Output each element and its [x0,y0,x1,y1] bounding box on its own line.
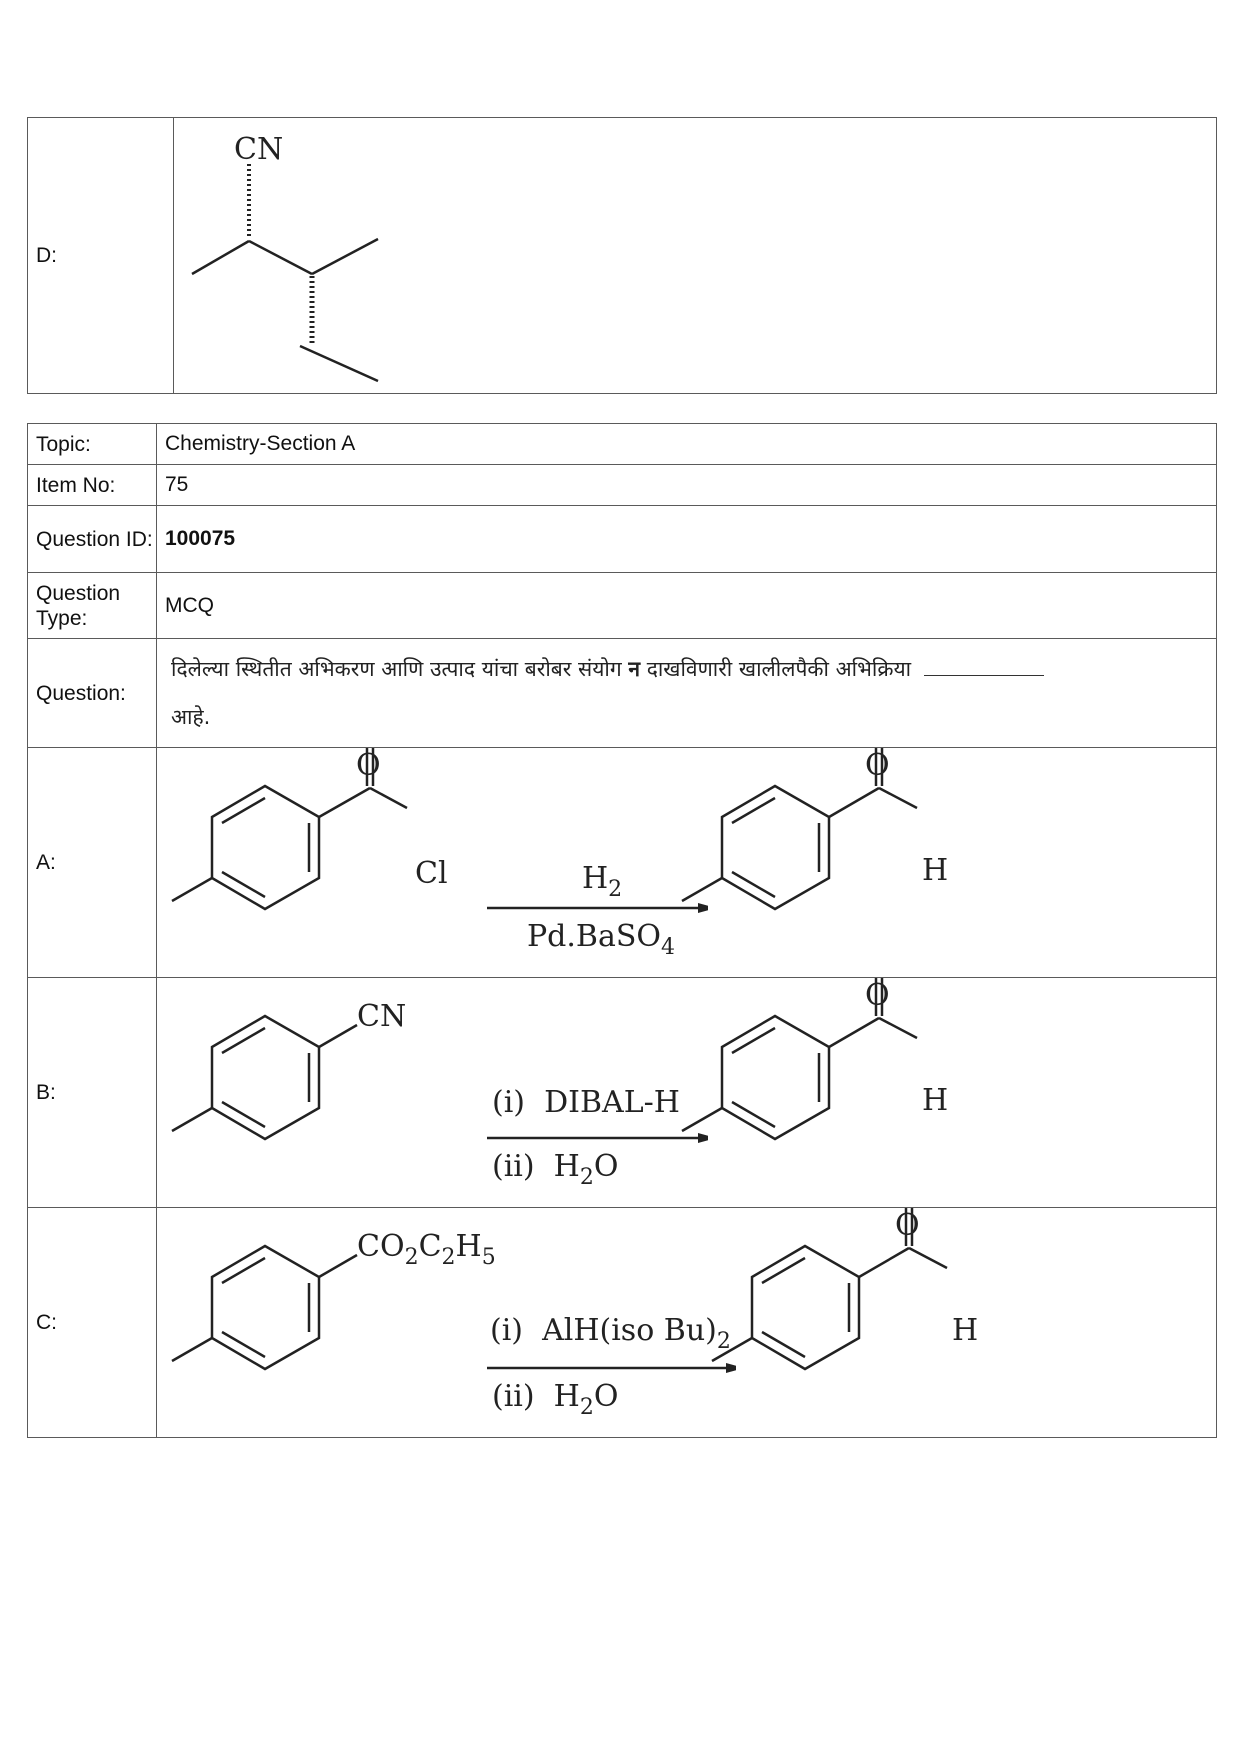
product-hydrogen: H [922,853,949,888]
reagent-bottom-subscript: 2 [579,1165,594,1190]
ester-group [357,1229,496,1270]
reagent-top: (i) DIBAL-H [492,1085,680,1120]
option-a-row [28,748,1217,978]
option-a-label: A: [28,748,157,978]
ester-group-subscript: 5 [481,1245,496,1270]
topic-value: Chemistry-Section A [157,424,1217,465]
skeleton-bonds [192,239,378,381]
item-value: 75 [157,465,1217,506]
reagent-bottom [492,1149,618,1190]
chloride-label: Cl [415,856,448,891]
option-c-content [157,1208,1217,1438]
option-d-label: D: [28,118,174,394]
product-oxygen: O [865,748,890,783]
reagent-bottom [527,919,675,960]
nitrile-label: CN [234,131,284,167]
product-oxygen: O [865,978,890,1013]
reagent-bottom [492,1379,618,1420]
answer-blank [924,655,1044,676]
ester-group-text: H [455,1229,482,1264]
product-oxygen: O [895,1208,920,1243]
reagent-top-text: H [582,861,609,896]
reagent-top-subscript: 2 [716,1329,731,1354]
question-type-label: Question Type: [28,573,157,639]
nitrile-label: CN [357,999,407,1034]
ester-group-text: C [418,1229,442,1264]
reagent-bottom-subscript: 4 [661,935,676,960]
ester-group-text: CO [357,1229,405,1264]
reagent-bottom-text: O [593,1149,619,1184]
reagent-bottom-text: Pd.BaSO [527,919,662,954]
question-row [28,639,1217,748]
question-text [157,639,1217,748]
option-d-content [174,118,1217,394]
option-d-row [28,118,1217,394]
reactant-ring [172,1016,357,1139]
option-d-table [27,117,1217,394]
option-d-structure [174,121,434,391]
ester-group-subscript: 2 [404,1245,419,1270]
option-c-reaction [157,1208,1217,1437]
option-b-label: B: [28,978,157,1208]
question-emphasis: न [628,657,641,681]
carbonyl-oxygen: O [356,748,381,783]
item-row [28,465,1217,506]
question-table [27,423,1217,1438]
question-type-row [28,573,1217,639]
question-text-part: आहे. [171,705,211,729]
product-hydrogen: H [922,1083,949,1118]
topic-label: Topic: [28,424,157,465]
option-c-label: C: [28,1208,157,1438]
question-id-row [28,506,1217,573]
option-a-content [157,748,1217,978]
ester-group-subscript: 2 [441,1245,456,1270]
reagent-top [582,861,622,902]
option-b-row [28,978,1217,1208]
option-b-content [157,978,1217,1208]
reagent-top [490,1313,731,1354]
reactant-ring [172,1246,357,1369]
product-hydrogen: H [952,1313,979,1348]
question-id-label: Question ID: [28,506,157,573]
option-c-row [28,1208,1217,1438]
reagent-top-text: (i) AlH(iso Bu) [490,1313,717,1348]
question-label: Question: [28,639,157,748]
reagent-bottom-text: O [593,1379,619,1414]
question-id-value: 100075 [157,506,1217,573]
reagent-bottom-text: (ii) H [492,1379,580,1414]
question-type-value: MCQ [157,573,1217,639]
reagent-top-subscript: 2 [608,877,623,902]
option-b-reaction [157,978,1217,1207]
question-text-part: दाखविणारी खालीलपैकी अभिक्रिया [646,657,912,681]
option-a-reaction [157,748,1217,977]
reagent-bottom-text: (ii) H [492,1149,580,1184]
question-text-part: दिलेल्या स्थितीत अभिकरण आणि उत्पाद यांचा बरोबर संयोग [171,657,622,681]
topic-row [28,424,1217,465]
item-label: Item No: [28,465,157,506]
reagent-bottom-subscript: 2 [579,1395,594,1420]
